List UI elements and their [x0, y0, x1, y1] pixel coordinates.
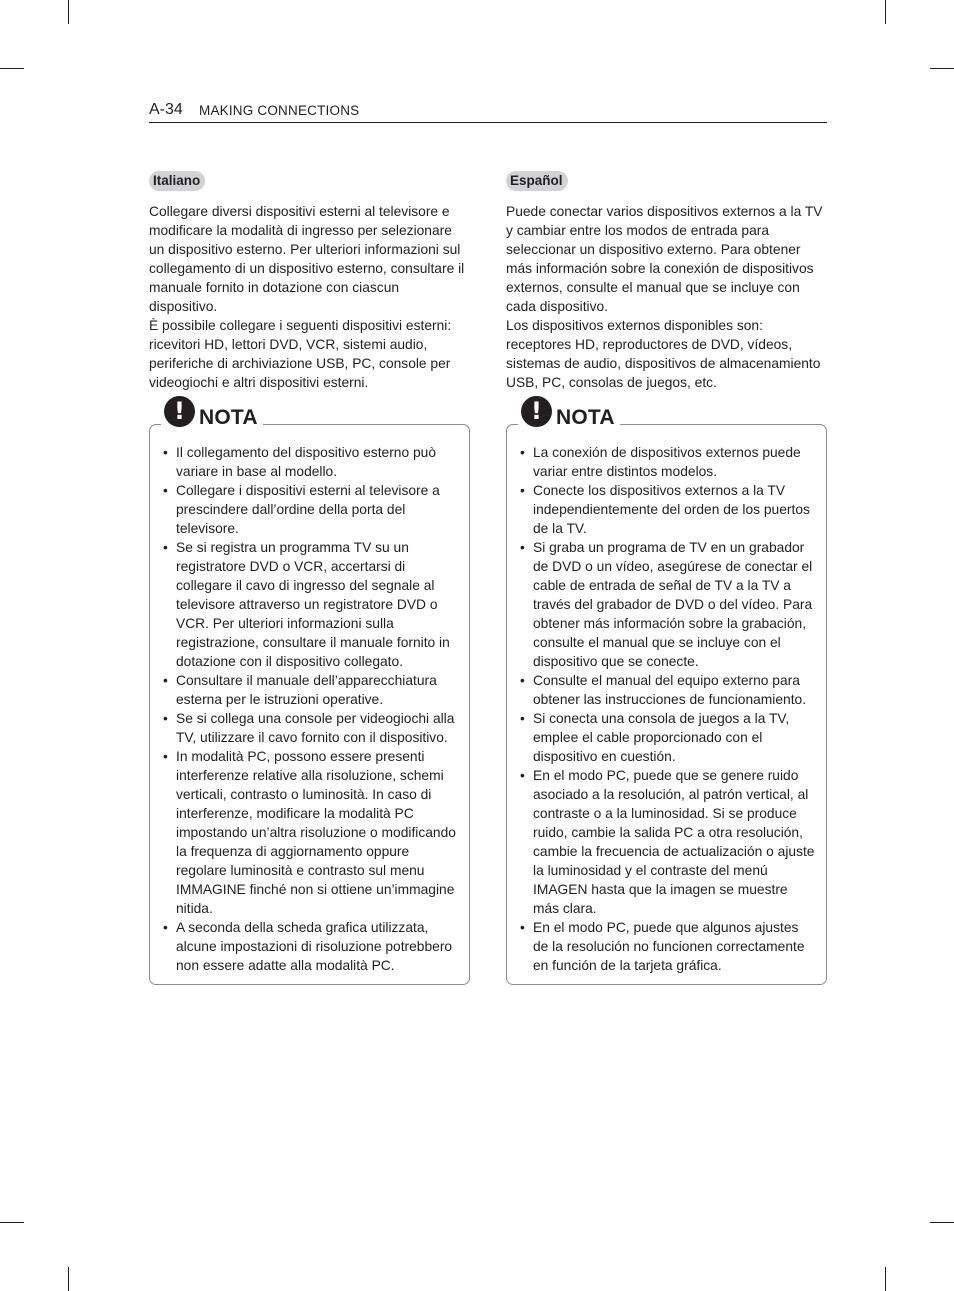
crop-mark-right-top	[930, 68, 954, 69]
note-item: • Si conecta una consola de juegos a la TV, emplee el cable proporcionado con el dispositivo en cuestión.	[520, 709, 816, 766]
note-title: NOTA	[556, 406, 615, 429]
language-badge-italiano: Italiano	[149, 171, 205, 191]
column-espanol	[506, 171, 827, 985]
section-title: MAKING CONNECTIONS	[199, 103, 360, 118]
exclamation-icon: !	[521, 396, 552, 427]
note-item: • Consulte el manual del equipo externo para obtener las instrucciones de funcionamiento.	[520, 671, 816, 709]
note-title: NOTA	[199, 406, 258, 429]
intro-paragraph: Collegare diversi dispositivi esterni al televisore e modificare la modalità di ingresso per selezionare un dispositivo esterno. Per ulteriori informazioni sul collegamento di un dispositivo esterno, consultare il manuale fornito in dotazione con ciascun dispositivo.	[149, 204, 465, 314]
crop-mark-top-left	[68, 0, 69, 24]
intro-paragraph: Los dispositivos externos disponibles son: receptores HD, reproductores de DVD, vídeos, sistemas de audio, dispositivos de almacenamiento USB, PC, consolas de juegos, etc.	[506, 318, 821, 390]
note-header	[161, 397, 263, 431]
intro-espanol	[506, 202, 827, 392]
crop-mark-bottom-right	[885, 1267, 886, 1291]
note-item: • Il collegamento del dispositivo esterno può variare in base al modello.	[163, 443, 459, 481]
crop-mark-right-bottom	[930, 1222, 954, 1223]
note-item: • Conecte los dispositivos externos a la TV independientemente del orden de los puertos de la TV.	[520, 481, 816, 538]
note-item: • In modalità PC, possono essere presenti interferenze relative alla risoluzione, schemi verticali, contrasto o luminosità. In caso di interferenze, modificare la modalità PC impostando un’altra risoluzione o modificando la frequenza di aggiornamento oppure regolare luminosità e contrasto sul menu IMMAGINE finché non si ottiene un’immagine nitida.	[163, 747, 459, 918]
crop-mark-left-bottom	[0, 1222, 24, 1223]
note-item: • A seconda della scheda grafica utilizzata, alcune impostazioni di risoluzione potrebbero non essere adatte alla modalità PC.	[163, 918, 459, 975]
note-item: • Consultare il manuale dell’apparecchiatura esterna per le istruzioni operative.	[163, 671, 459, 709]
note-item: • La conexión de dispositivos externos puede variar entre distintos modelos.	[520, 443, 816, 481]
note-box-italiano	[149, 397, 470, 985]
intro-italiano	[149, 202, 470, 392]
column-italiano	[149, 171, 470, 985]
note-box-espanol	[506, 397, 827, 985]
crop-mark-bottom-left	[68, 1267, 69, 1291]
note-list-espanol	[520, 443, 816, 975]
language-badge-espanol: Español	[506, 171, 568, 191]
crop-mark-top-right	[885, 0, 886, 24]
note-list-italiano	[163, 443, 459, 975]
intro-paragraph: È possibile collegare i seguenti dispositivi esterni: ricevitori HD, lettori DVD, VCR, sistemi audio, periferiche di archiviazione USB, PC, console per videogiochi e altri dispositivi esterni.	[149, 318, 452, 390]
note-item: • Se si registra un programma TV su un registratore DVD o VCR, accertarsi di collegare il cavo di ingresso del segnale al televisore attraverso un registratore DVD o VCR. Per ulteriori informazioni sulla registrazione, consultare il manuale fornito in dotazione con il dispositivo collegato.	[163, 538, 459, 671]
note-item: • Collegare i dispositivi esterni al televisore a prescindere dall’ordine della porta del televisore.	[163, 481, 459, 538]
note-item: • Si graba un programa de TV en un grabador de DVD o un vídeo, asegúrese de conectar el cable de entrada de señal de TV a la TV a través del grabador de DVD o del vídeo. Para obtener más información sobre la grabación, consulte el manual que se incluye con el dispositivo que se conecte.	[520, 538, 816, 671]
exclamation-icon: !	[164, 396, 195, 427]
crop-mark-left-top	[0, 68, 24, 69]
note-item: • En el modo PC, puede que se genere ruido asociado a la resolución, al patrón vertical, al contraste o a la luminosidad. Si se produce ruido, cambie la salida PC a otra resolución, cambie la frecuencia de actualización o ajuste la luminosidad y el contraste del menú IMAGEN hasta que la imagen se muestre más clara.	[520, 766, 816, 918]
note-item: • En el modo PC, puede que algunos ajustes de la resolución no funcionen correctamente en función de la tarjeta gráfica.	[520, 918, 816, 975]
page-header	[149, 100, 827, 123]
note-header	[518, 397, 620, 431]
page-number: A-34	[149, 101, 183, 118]
intro-paragraph: Puede conectar varios dispositivos externos a la TV y cambiar entre los modos de entrada para seleccionar un dispositivo externo. Para obtener más información sobre la conexión de dispositivos externos, consulte el manual que se incluye con cada dispositivo.	[506, 204, 823, 314]
note-item: • Se si collega una console per videogiochi alla TV, utilizzare il cavo fornito con il dispositivo.	[163, 709, 459, 747]
